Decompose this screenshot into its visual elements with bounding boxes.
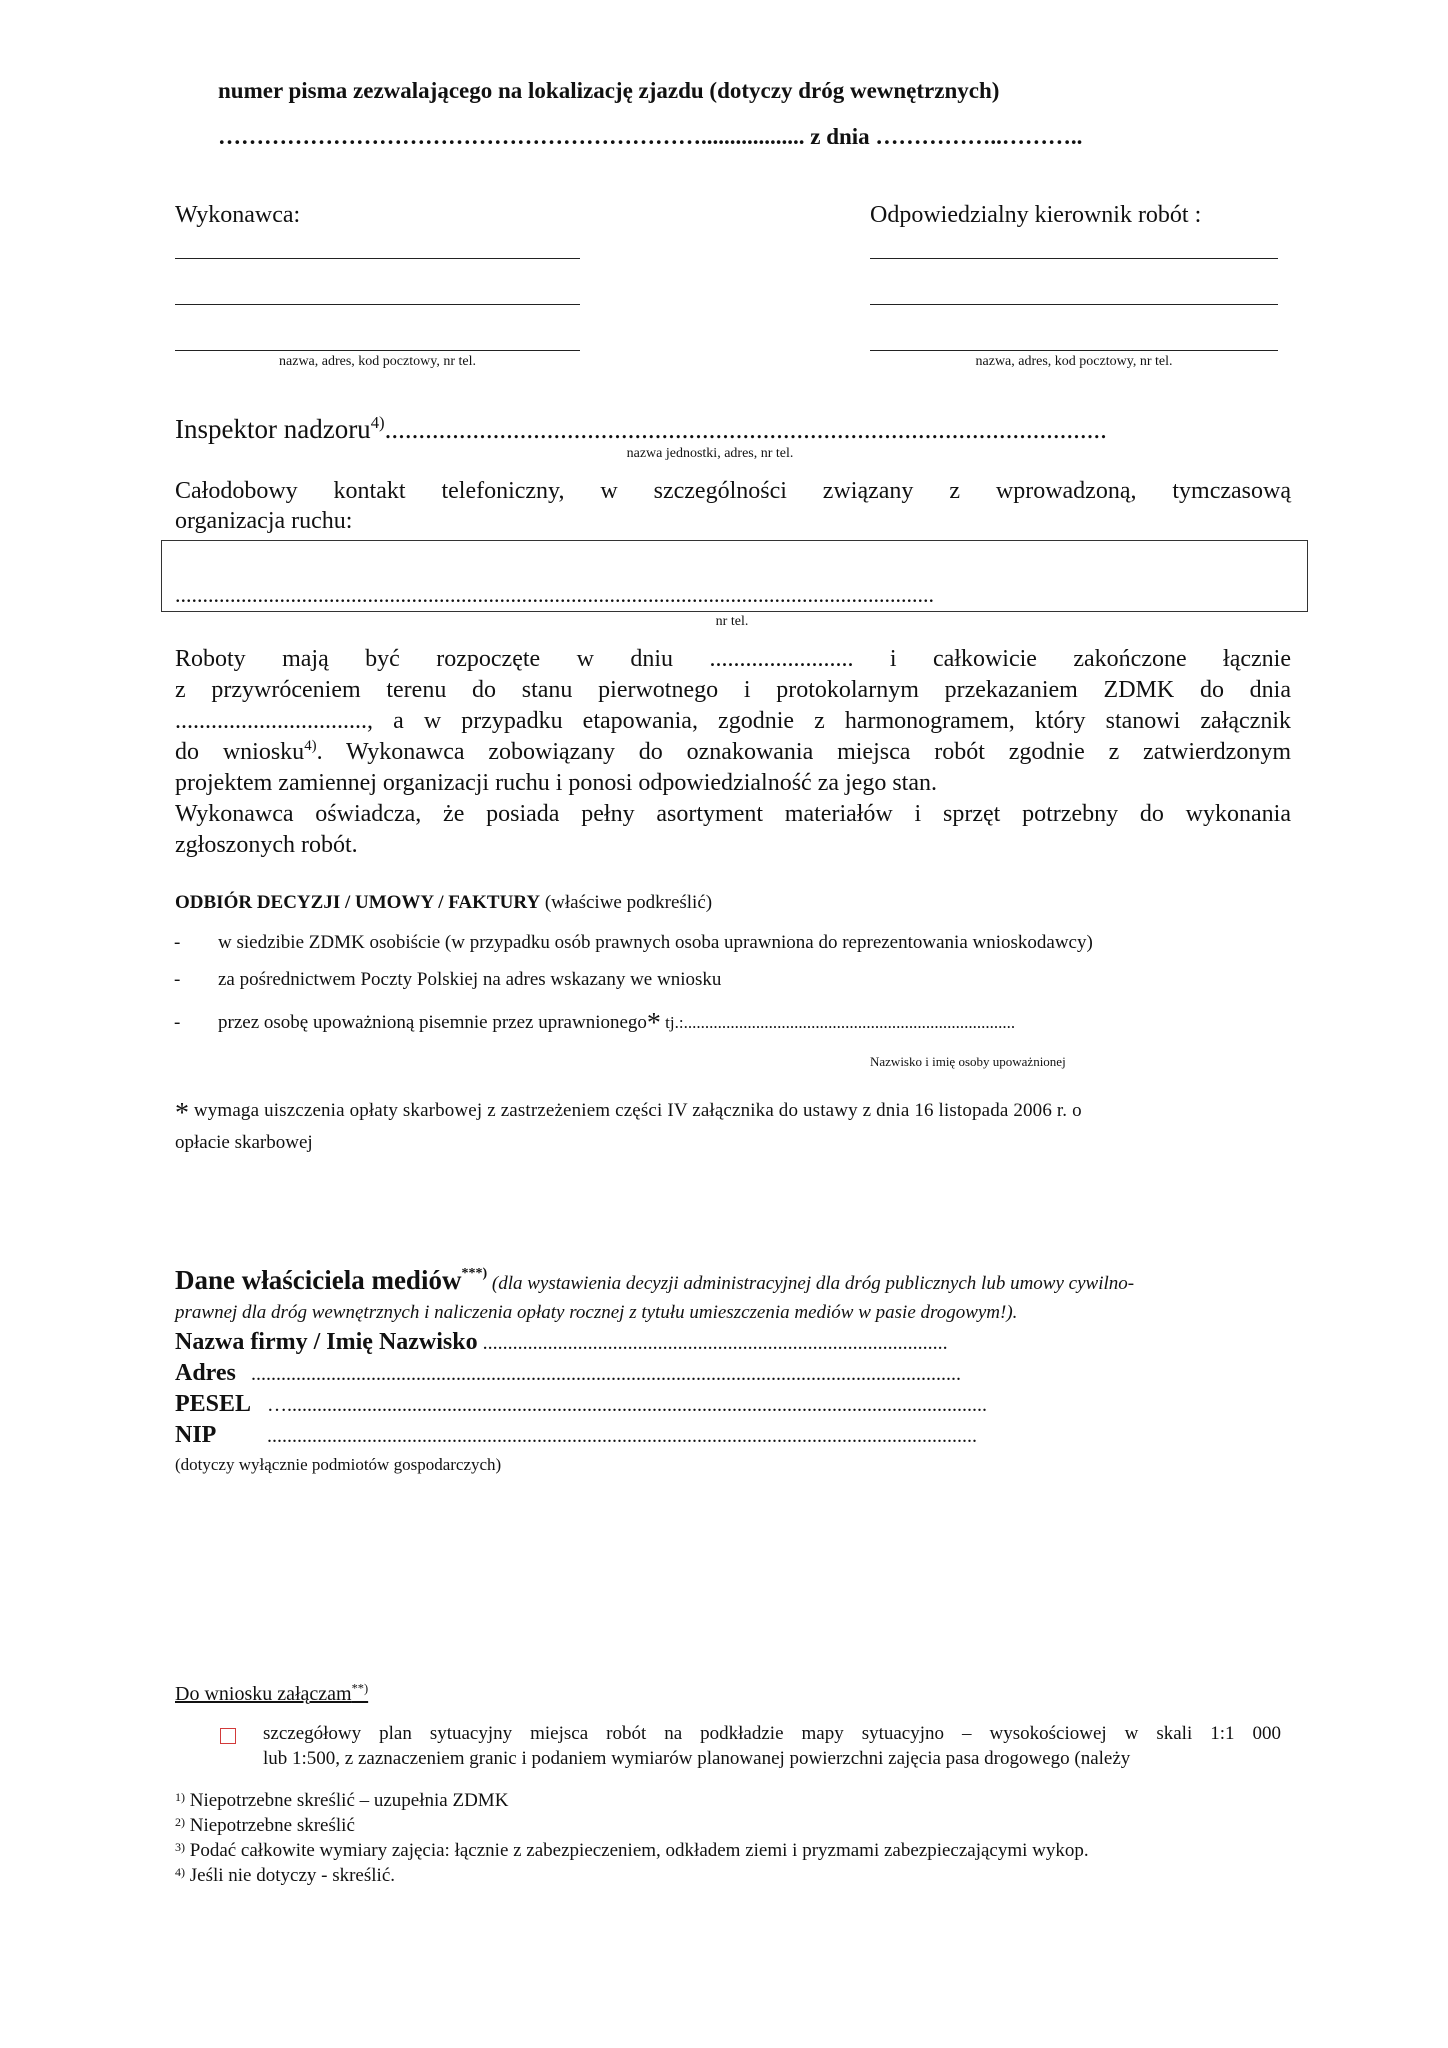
pickup-asterisk: * xyxy=(646,1008,661,1039)
pickup-authorized-caption: Nazwisko i imię osoby upoważnionej xyxy=(870,1054,1066,1069)
contractor-line-1[interactable] xyxy=(175,258,580,259)
owner-pesel-field[interactable]: …............................................................................................................................................ xyxy=(267,1394,987,1416)
contractor-line-2[interactable] xyxy=(175,304,580,305)
pickup-bullet-1: - xyxy=(174,932,181,953)
manager-line-2[interactable] xyxy=(870,304,1278,305)
manager-caption: nazwa, adres, kod pocztowy, nr tel. xyxy=(975,354,1173,369)
works-line-6: Wykonawca oświadcza, że posiada pełny asortyment materiałów i sprzęt potrzebny do wykonania xyxy=(175,801,1291,827)
contact-caption: nr tel. xyxy=(715,614,749,629)
contractor-line-3[interactable] xyxy=(175,350,580,351)
attachments-footnote-mark: **) xyxy=(351,1681,369,1696)
pickup-heading: ODBIÓR DECYZJI / UMOWY / FAKTURY xyxy=(175,892,541,913)
pickup-heading-row xyxy=(175,892,712,914)
owner-company-row xyxy=(175,1329,948,1356)
owner-pesel-label: PESEL xyxy=(175,1391,252,1417)
manager-line-3[interactable] xyxy=(870,350,1278,351)
footnote-1-mark: 1) xyxy=(175,1790,185,1804)
inspector-caption: nazwa jednostki, adres, nr tel. xyxy=(626,446,794,461)
contact-line-2: organizacja ruchu: xyxy=(175,508,353,534)
owner-heading: Dane właściciela mediów xyxy=(175,1265,462,1295)
pickup-option-post[interactable]: za pośrednictwem Poczty Polskiej na adres wskazany we wniosku xyxy=(218,969,722,990)
fee-note-line-2: opłacie skarbowej xyxy=(175,1132,313,1153)
works-line-4 xyxy=(175,739,1291,766)
fee-note-line-1 xyxy=(175,1098,1082,1130)
owner-company-field[interactable]: ............................................................................................. xyxy=(477,1332,948,1354)
footnote-4 xyxy=(175,1865,395,1887)
footnote-1-text: Niepotrzebne skreślić – uzupełnia ZDMK xyxy=(185,1790,509,1811)
pickup-bullet-2: - xyxy=(174,969,181,990)
works-line-7: zgłoszonych robót. xyxy=(175,832,358,858)
permit-heading: numer pisma zezwalającego na lokalizację zjazdu (dotyczy dróg wewnętrznych) xyxy=(218,78,1000,103)
contact-line-1: Całodobowy kontakt telefoniczny, w szczególności związany z wprowadzoną, tymczasową xyxy=(175,478,1291,504)
fee-note-text: wymaga uiszczenia opłaty skarbowej z zastrzeżeniem części IV załącznika do ustawy z dnia 16 listopada 2006 r. o xyxy=(189,1100,1082,1121)
owner-nip-field[interactable]: .............................................................................................................................................. xyxy=(267,1425,977,1447)
footnote-2 xyxy=(175,1815,355,1837)
inspector-footnote-mark: 4) xyxy=(370,413,385,432)
pickup-option-authorized-row[interactable] xyxy=(218,1008,1015,1040)
footnote-3-mark: 3) xyxy=(175,1840,185,1854)
footnote-2-mark: 2) xyxy=(175,1815,185,1829)
footnote-1 xyxy=(175,1790,508,1812)
works-line-5: projektem zamiennej organizacji ruchu i ponosi odpowiedzialność za jego stan. xyxy=(175,770,937,796)
works-footnote-mark: 4) xyxy=(304,738,317,754)
inspector-label: Inspektor nadzoru xyxy=(175,414,371,444)
footnote-3 xyxy=(175,1840,1089,1862)
works-line-3: ................................, a w przypadku etapowania, zgodnie z harmonogramem, który stanowi załącznik xyxy=(175,708,1291,734)
owner-note-line-2: prawnej dla dróg wewnętrznych i naliczenia opłaty rocznej z tytułu umieszczenia mediów w pasie drogowym!). xyxy=(175,1302,1018,1323)
inspector-row xyxy=(175,414,1107,445)
owner-heading-row xyxy=(175,1265,1134,1296)
pickup-option-authorized[interactable]: przez osobę upoważnioną pisemnie przez uprawnionego xyxy=(218,1012,647,1033)
manager-label: Odpowiedzialny kierownik robót : xyxy=(870,202,1202,228)
owner-company-label: Nazwa firmy / Imię Nazwisko xyxy=(175,1329,478,1355)
fee-note-asterisk: * xyxy=(175,1098,189,1129)
owner-address-row xyxy=(175,1360,961,1387)
owner-footnote-mark: ***) xyxy=(461,1266,488,1281)
pickup-authorized-dots[interactable]: tj.:.............................................................................. xyxy=(660,1013,1016,1032)
attachments-heading-row xyxy=(175,1683,368,1706)
footnote-4-mark: 4) xyxy=(175,1865,185,1879)
owner-nip-label: NIP xyxy=(175,1422,217,1448)
owner-nip-note: (dotyczy wyłącznie podmiotów gospodarczych) xyxy=(175,1455,502,1474)
owner-pesel-row xyxy=(175,1391,987,1418)
attachment-plan-checkbox[interactable] xyxy=(220,1728,236,1744)
owner-address-field[interactable]: .............................................................................................................................................. xyxy=(251,1363,961,1385)
footnote-3-text: Podać całkowite wymiary zajęcia: łącznie z zabezpieczeniem, odkładem ziemi i pryzmami zabezpieczającymi wykop. xyxy=(185,1840,1089,1861)
attachment-plan-line-1: szczegółowy plan sytuacyjny miejsca robót na podkładzie mapy sytuacyjno – wysokościowej w skali 1:1 000 xyxy=(263,1723,1281,1744)
contractor-caption: nazwa, adres, kod pocztowy, nr tel. xyxy=(279,354,476,369)
owner-address-label: Adres xyxy=(175,1360,236,1386)
footnote-2-text: Niepotrzebne skreślić xyxy=(185,1815,355,1836)
contact-dots[interactable]: .......................................................................................................................................... xyxy=(175,582,934,607)
footnote-4-text: Jeśli nie dotyczy - skreślić. xyxy=(185,1865,396,1886)
owner-nip-row xyxy=(175,1422,977,1449)
contractor-label: Wykonawca: xyxy=(175,202,301,228)
works-line-1: Roboty mają być rozpoczęte w dniu ........................ i całkowicie zakończone łącznie xyxy=(175,646,1291,672)
works-line-4-post: . Wykonawca zobowiązany do oznakowania miejsca robót zgodnie z zatwierdzonym xyxy=(316,739,1291,765)
attachments-heading: Do wniosku załączam xyxy=(175,1683,352,1705)
works-line-2: z przywróceniem terenu do stanu pierwotnego i protokolarnym przekazaniem ZDMK do dnia xyxy=(175,677,1291,703)
owner-note-line-1: (dla wystawienia decyzji administracyjnej dla dróg publicznych lub umowy cywilno- xyxy=(487,1273,1135,1294)
pickup-heading-note: (właściwe podkreślić) xyxy=(540,892,713,913)
attachment-plan-line-2: lub 1:500, z zaznaczeniem granic i podaniem wymiarów planowanej powierzchni zajęcia pasa drogowego (należy xyxy=(263,1748,1131,1769)
inspector-dots[interactable]: ........................................................................................................... xyxy=(384,414,1107,444)
works-line-4-pre: do wniosku xyxy=(175,739,305,765)
pickup-option-in-person[interactable]: w siedzibie ZDMK osobiście (w przypadku osób prawnych osoba uprawniona do reprezentowania wnioskodawcy) xyxy=(218,932,1093,953)
permit-number-date-line[interactable]: ……………………………………………………….................. z dnia ……………..……….. xyxy=(218,124,1083,149)
manager-line-1[interactable] xyxy=(870,258,1278,259)
pickup-bullet-3: - xyxy=(174,1012,181,1033)
